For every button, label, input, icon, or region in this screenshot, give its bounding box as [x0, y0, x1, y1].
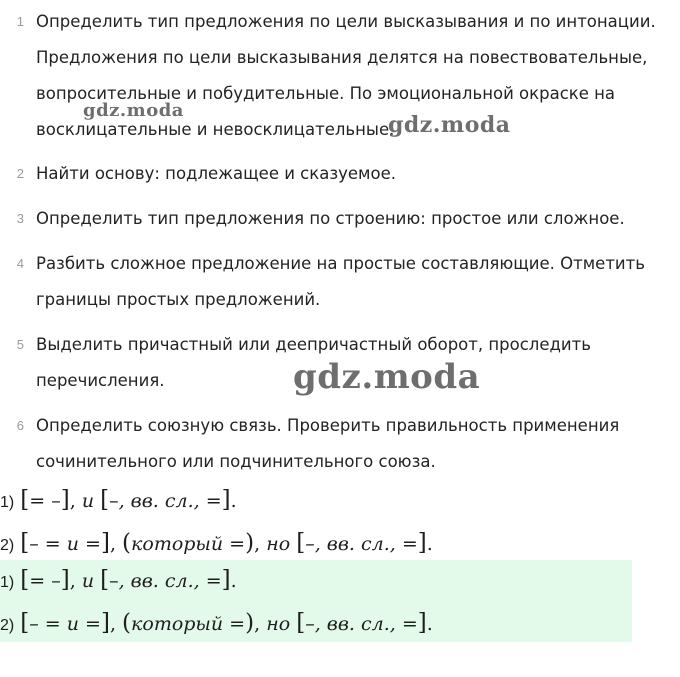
bracket-close: ]: [100, 610, 110, 636]
clause-body: который =: [131, 613, 246, 635]
bracket-open: [: [100, 487, 110, 513]
clause-body: –, вв. сл., =: [305, 533, 418, 555]
end-mark: .: [426, 533, 433, 555]
conjunction: но: [266, 533, 291, 555]
paren-close: ): [245, 610, 255, 636]
watermark: gdz.moda: [293, 357, 481, 397]
step-text: Разбить сложное предложение на простые составляющие. Отметить границы простых предложений.: [36, 254, 645, 309]
bracket-open: [: [20, 487, 30, 513]
clause-body: который =: [131, 533, 246, 555]
bracket-open: [: [20, 567, 30, 593]
step-number: 1: [16, 14, 24, 29]
separator: ,: [254, 613, 261, 635]
step-text: Определить союзную связь. Проверить правильность применения сочинительного или подчинительного союза.: [36, 416, 620, 471]
separator: ,: [109, 613, 116, 635]
schema-label: 2): [0, 617, 15, 634]
clause-body: – = и =: [29, 613, 101, 635]
step-text: Найти основу: подлежащее и сказуемое.: [36, 164, 396, 183]
bracket-open: [: [100, 567, 110, 593]
schema-line-4: [0, 603, 433, 643]
end-mark: .: [426, 613, 433, 635]
paren-open: (: [122, 610, 132, 636]
conjunction: и: [81, 490, 95, 512]
bracket-open: [: [20, 610, 30, 636]
schema-label: 1): [0, 494, 15, 511]
bracket-close: ]: [417, 530, 427, 556]
conjunction: и: [81, 570, 95, 592]
watermark: gdz.moda: [388, 112, 511, 138]
paren-open: (: [122, 530, 132, 556]
bracket-close: ]: [417, 610, 427, 636]
clause-body: –, вв. сл., =: [109, 570, 222, 592]
step-text: Определить тип предложения по строению: простое или сложное.: [36, 209, 625, 228]
bracket-close: ]: [60, 487, 70, 513]
bracket-open: [: [296, 610, 306, 636]
step-number: 3: [16, 211, 24, 226]
bracket-close: ]: [221, 567, 231, 593]
schema-label: 2): [0, 537, 15, 554]
step-number: 4: [16, 256, 24, 271]
schema-label: 1): [0, 574, 15, 591]
step-number: 5: [16, 337, 24, 352]
separator: ,: [69, 570, 76, 592]
bracket-close: ]: [100, 530, 110, 556]
bracket-close: ]: [221, 487, 231, 513]
step-text: Определить тип предложения по цели высказывания и по интонации. Предложения по цели высказывания делятся на повествовательные, вопросительные и побудительные. По эмоциональной окраске на восклицательные и невосклицательные.: [36, 12, 656, 139]
bracket-open: [: [20, 530, 30, 556]
clause-body: = –: [29, 570, 61, 592]
paren-close: ): [245, 530, 255, 556]
bracket-close: ]: [60, 567, 70, 593]
separator: ,: [69, 490, 76, 512]
schema-line-2: [0, 523, 433, 563]
conjunction: но: [266, 613, 291, 635]
clause-body: –, вв. сл., =: [305, 613, 418, 635]
bracket-open: [: [296, 530, 306, 556]
schema-line-1: [0, 480, 237, 520]
end-mark: .: [230, 570, 237, 592]
schema-line-3: [0, 560, 237, 600]
step-number: 2: [16, 166, 24, 181]
clause-body: –, вв. сл., =: [109, 490, 222, 512]
separator: ,: [109, 533, 116, 555]
step-number: 6: [16, 418, 24, 433]
watermark: gdz.moda: [83, 100, 184, 121]
clause-body: = –: [29, 490, 61, 512]
clause-body: – = и =: [29, 533, 101, 555]
end-mark: .: [230, 490, 237, 512]
step-text: Выделить причастный или деепричастный оборот, проследить перечисления.: [36, 335, 591, 390]
separator: ,: [254, 533, 261, 555]
